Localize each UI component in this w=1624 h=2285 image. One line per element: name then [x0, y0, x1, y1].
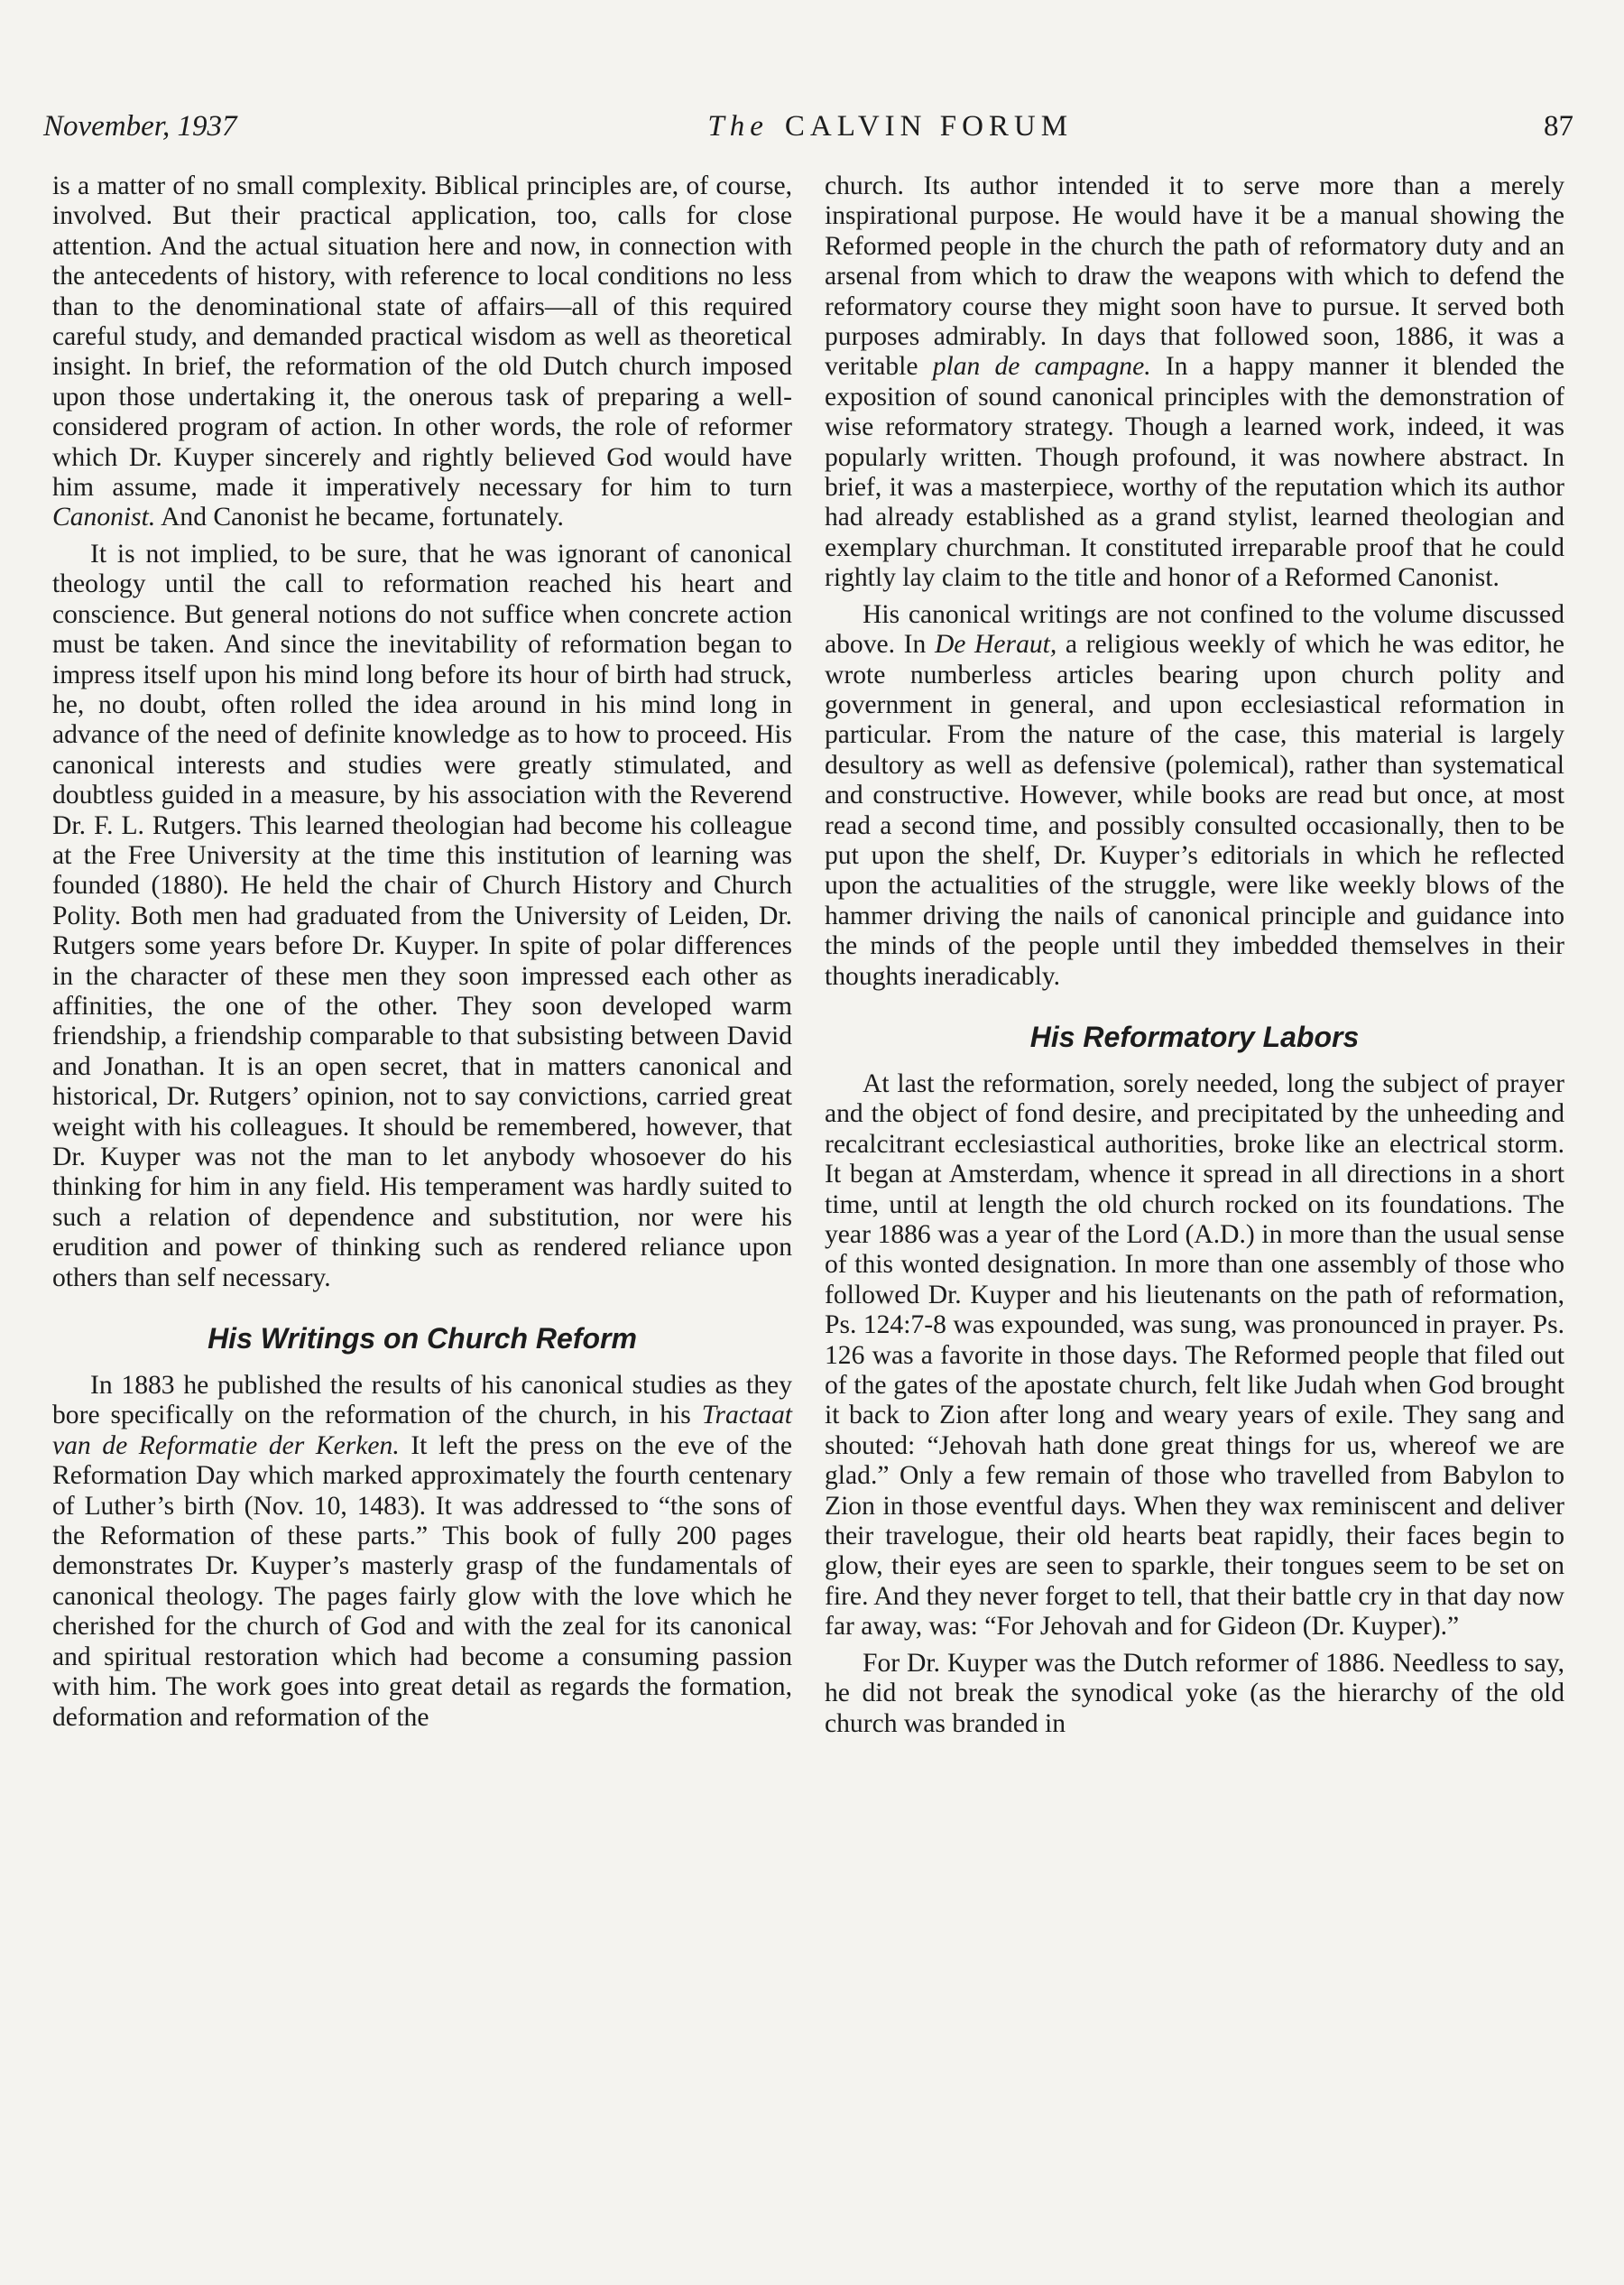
running-header [43, 105, 1573, 148]
paragraph [825, 600, 1564, 992]
paragraph [52, 1371, 792, 1733]
left-column [52, 171, 792, 1733]
paragraph: For Dr. Kuyper was the Dutch reformer of 1886. Needless to say, he did not break the synodical yoke (as the hierarchy of the old church was branded in [825, 1648, 1564, 1738]
paragraph-text: In a happy manner it blended the exposition of sound canonical principles with the demonstration of wise reformatory strategy. Though a learned work, indeed, it was popularly written. Though profound, it was nowhere abstract. In brief, it was a masterpiece, worthy of the reputation which its author had already established as a grand stylist, learned theologian and exemplary churchman. It constituted irreparable proof that he could rightly lay claim to the title and honor of a Reformed Canonist. [825, 352, 1564, 593]
journal-title-article: The [707, 109, 769, 143]
right-column [825, 171, 1564, 1739]
paragraph-text: is a matter of no small complexity. Biblical principles are, of course, involved. But their practical application, too, calls for close attention. And the actual situation here and now, in connection with the antecedents of history, with reference to local conditions no less than to the denominational state of affairs—all of this required careful study, and demanded practical wisdom as well as theoretical insight. In brief, the reformation of the old Dutch church imposed upon those undertaking it, the onerous task of preparing a well-considered program of action. In other words, the role of reformer which Dr. Kuyper sincerely and rightly believed God would have him assume, made it imperatively necessary for him to turn [52, 171, 792, 503]
paragraph [825, 171, 1564, 594]
emphasis: plan de campagne. [932, 352, 1151, 382]
paragraph-text: church. Its author intended it to serve more than a merely inspirational purpose. He would have it be a manual showing the Reformed people in the church the path of reformatory duty and an arsenal from which to draw the weapons with which to defend the reformatory course they might soon have to pursue. It served both purposes admirably. In days that followed soon, 1886, it was a veritable [825, 171, 1564, 382]
section-heading: His Reformatory Labors [1029, 1020, 1360, 1053]
issue-date: November, 1937 [43, 109, 237, 143]
paragraph: It is not implied, to be sure, that he was ignorant of canonical theology until the call to reformation reached his heart and conscience. But general notions do not suffice when concrete action must be taken. And since the inevitability of reformation began to impress itself upon his mind long before its hour of birth had struck, he, no doubt, often rolled the idea around in his mind long in advance of the need of definite knowledge as to how to proceed. His canonical interests and studies were greatly stimulated, and doubtless guided in a measure, by his association with the Reverend Dr. F. L. Rutgers. This learned theologian had become his colleague at the Free University at the time this institution of learning was founded (1880). He held the chair of Church History and Church Polity. Both men had graduated from the University of Leiden, Dr. Rutgers some years before Dr. Kuyper. In spite of polar differences in the character of these men they soon impressed each other as affinities, the one of the other. They soon developed warm friendship, a friendship comparable to that subsisting between David and Jonathan. It is an open secret, that in matters canonical and historical, Dr. Rutgers’ opinion, not to say convictions, carried great weight with his colleagues. It should be remembered, however, that Dr. Kuyper was not the man to let anybody whosoever do his thinking for him in any field. His temperament was hardly suited to such a relation of dependence and substitution, nor were his erudition and power of thinking such as rendered reliance upon others than self necessary. [52, 539, 792, 1292]
emphasis: Canonist. [52, 503, 156, 532]
paragraph-text: a religious weekly of which he was editor, he wrote numberless articles bearing upon church polity and government in general, and upon ecclesiastical reformation in particular. From the nature of the case, this material is largely desultory as well as defensive (polemical), rather than systematical and constructive. However, while books are read but once, at most read a second time, and possibly consulted occasionally, then to be put upon the shelf, Dr. Kuyper’s editorials in which he reflected upon the actualities of the struggle, were like weekly blows of the hammer driving the nails of canonical principle and guidance into the minds of the people until they imbedded themselves in their thoughts ineradicably. [825, 630, 1564, 991]
journal-title-name: CALVIN FORUM [784, 109, 1074, 143]
paragraph [52, 171, 792, 533]
paragraph-text: It left the press on the eve of the Reformation Day which marked approximately the fourth centenary of Luther’s birth (Nov. 10, 1483). It was addressed to “the sons of the Reformation of these parts.” This book of fully 200 pages demonstrates Dr. Kuyper’s masterly grasp of the fundamentals of canonical theology. The pages fairly glow with the love which he cherished for the church of God and with the zeal for its canonical and spiritual restoration which had become a consuming passion with him. The work goes into great detail as regards the formation, deformation and reformation of the [52, 1430, 792, 1732]
book-title: Tractaat van de Reformatie der Kerken. [52, 1401, 792, 1460]
paragraph-text: His canonical writings are not confined to the volume discussed above. In [825, 599, 1564, 660]
page-number: 87 [1544, 109, 1573, 143]
section-heading: His Writings on Church Reform [208, 1322, 637, 1355]
journal-title [707, 110, 1073, 143]
paragraph-text: In 1883 he published the results of his canonical studies as they bore specifically on the reformation of the church, in his [52, 1371, 792, 1430]
paragraph: At last the reformation, sorely needed, long the subject of prayer and the object of fond desire, and precipitated by the unheeding and recalcitrant ecclesiastical authorities, broke like an electrical storm. It began at Amsterdam, whence it spread in all directions in a short time, until at length the old church rocked on its foundations. The year 1886 was a year of the Lord (A.D.) in more than the usual sense of this wonted designation. In more than one assembly of those who followed Dr. Kuyper and his lieutenants on the path of reformation, Ps. 124:7-8 was expounded, was sung, was pronounced in prayer. Ps. 126 was a favorite in those days. The Reformed people that filed out of the gates of the apostate church, felt like Judah when God brought it back to Zion after long and weary years of exile. They sang and shouted: “Jehovah hath done great things for us, whereof we are glad.” Only a few remain of those who travelled from Babylon to Zion in those eventful days. When they wax reminiscent and deliver their travelogue, their old hearts beat rapidly, their faces begin to glow, their eyes are seen to sparkle, their tongues seem to be set on fire. And they never forget to tell, that their battle cry in that day now far away, was: “For Jehovah and for Gideon (Dr. Kuyper).” [825, 1068, 1564, 1642]
periodical-title: De Heraut, [934, 630, 1057, 660]
paragraph-text: And Canonist he became, fortunately. [161, 503, 564, 532]
